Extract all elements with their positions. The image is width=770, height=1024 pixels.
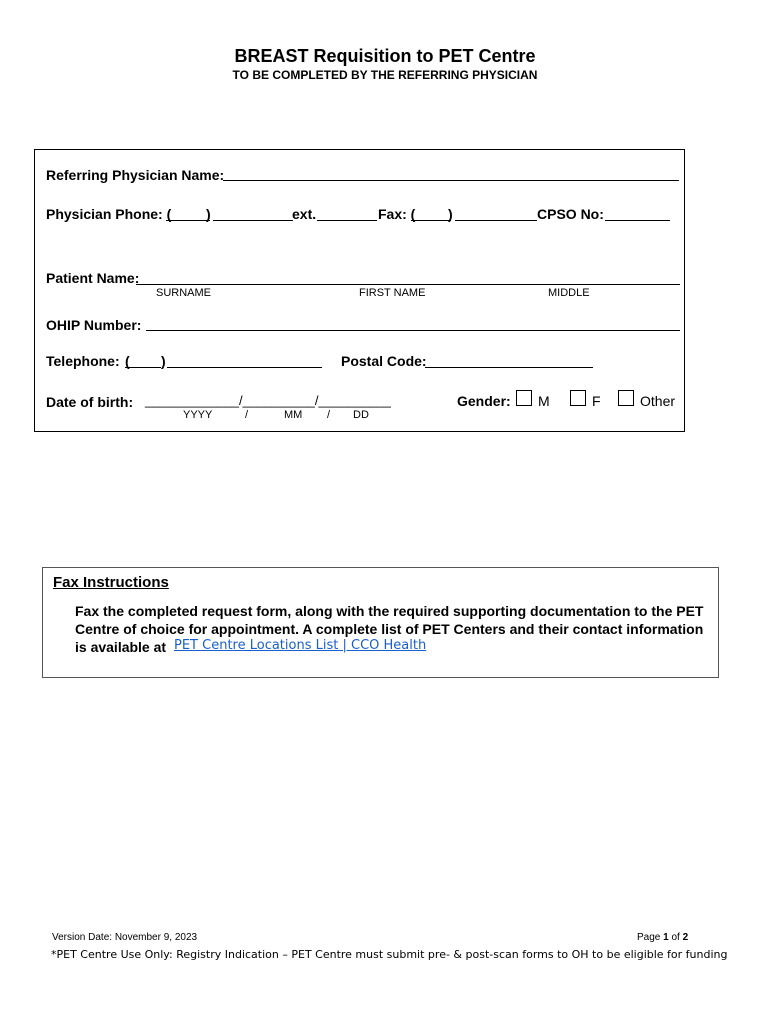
telephone-field[interactable] bbox=[167, 367, 322, 368]
dob-dd-label: DD bbox=[353, 409, 369, 421]
fax-instructions-line2: Centre of choice for appointment. A complete list of PET Centers and their contact information bbox=[75, 621, 704, 637]
page-subtitle: TO BE COMPLETED BY THE REFERRING PHYSICIAN bbox=[232, 68, 538, 82]
referring-physician-field[interactable] bbox=[223, 180, 679, 181]
cpso-field[interactable] bbox=[605, 220, 670, 221]
telephone-open: ( bbox=[125, 353, 130, 369]
gender-other-label: Other bbox=[640, 393, 676, 409]
postal-code-field[interactable] bbox=[425, 367, 593, 368]
postal-code-label: Postal Code: bbox=[341, 353, 427, 369]
first-name-label: FIRST NAME bbox=[359, 287, 426, 299]
fax-close: ) bbox=[448, 206, 453, 222]
version-date: Version Date: November 9, 2023 bbox=[52, 932, 198, 943]
page-total: 2 bbox=[682, 932, 689, 943]
gender-f-checkbox[interactable] bbox=[570, 390, 586, 406]
gender-m-checkbox[interactable] bbox=[516, 390, 532, 406]
physician-phone-field[interactable] bbox=[213, 220, 293, 221]
dob-mm-label: MM bbox=[284, 409, 303, 421]
page-number bbox=[637, 932, 688, 943]
fax-instructions-title: Fax Instructions bbox=[53, 574, 169, 591]
physician-phone-close: ) bbox=[206, 206, 211, 222]
fax-instructions-box bbox=[42, 567, 719, 678]
telephone-label: Telephone: bbox=[46, 353, 120, 369]
fax-instructions-line1: Fax the completed request form, along with the required supporting documentation to the PET bbox=[75, 603, 704, 619]
patient-info-box bbox=[34, 149, 685, 432]
referring-physician-label: Referring Physician Name: bbox=[46, 167, 225, 183]
pet-centre-locations-link[interactable]: PET Centre Locations List | CCO Health bbox=[174, 638, 427, 653]
physician-phone-label: Physician Phone: ( bbox=[46, 206, 172, 222]
cpso-label: CPSO No: bbox=[537, 206, 604, 222]
ohip-field[interactable] bbox=[146, 330, 680, 331]
ext-label: ext. bbox=[292, 206, 317, 222]
dob-sep1: / bbox=[245, 409, 249, 421]
registry-note: *PET Centre Use Only: Registry Indication – PET Centre must submit pre- & post-scan forms to OH to be eligible for funding bbox=[51, 948, 728, 961]
ohip-label: OHIP Number: bbox=[46, 317, 142, 333]
physician-phone-area-field[interactable] bbox=[166, 220, 210, 221]
dob-label: Date of birth: bbox=[46, 394, 134, 410]
dob-yyyy-label: YYYY bbox=[183, 409, 213, 421]
ext-field[interactable] bbox=[317, 220, 377, 221]
middle-label: MIDDLE bbox=[548, 287, 590, 299]
gender-label: Gender: bbox=[457, 393, 511, 409]
patient-name-label: Patient Name: bbox=[46, 270, 140, 286]
page-prefix: Page bbox=[637, 932, 661, 943]
page-of: of bbox=[671, 932, 680, 943]
telephone-area-field[interactable] bbox=[125, 367, 161, 368]
gender-f-label: F bbox=[592, 393, 601, 409]
fax-area-field[interactable] bbox=[411, 220, 451, 221]
surname-label: SURNAME bbox=[156, 287, 212, 299]
page-title: BREAST Requisition to PET Centre bbox=[234, 46, 536, 66]
gender-other-checkbox[interactable] bbox=[618, 390, 634, 406]
gender-m-label: M bbox=[538, 393, 550, 409]
fax-field[interactable] bbox=[455, 220, 537, 221]
telephone-close: ) bbox=[161, 353, 166, 369]
patient-name-field[interactable] bbox=[136, 284, 680, 285]
fax-instructions-line3: is available at bbox=[75, 639, 167, 655]
fax-label: Fax: ( bbox=[378, 206, 416, 222]
page-current: 1 bbox=[663, 932, 669, 943]
dob-sep2: / bbox=[327, 409, 331, 421]
dob-field[interactable]: _____________/__________/__________ bbox=[145, 393, 391, 408]
